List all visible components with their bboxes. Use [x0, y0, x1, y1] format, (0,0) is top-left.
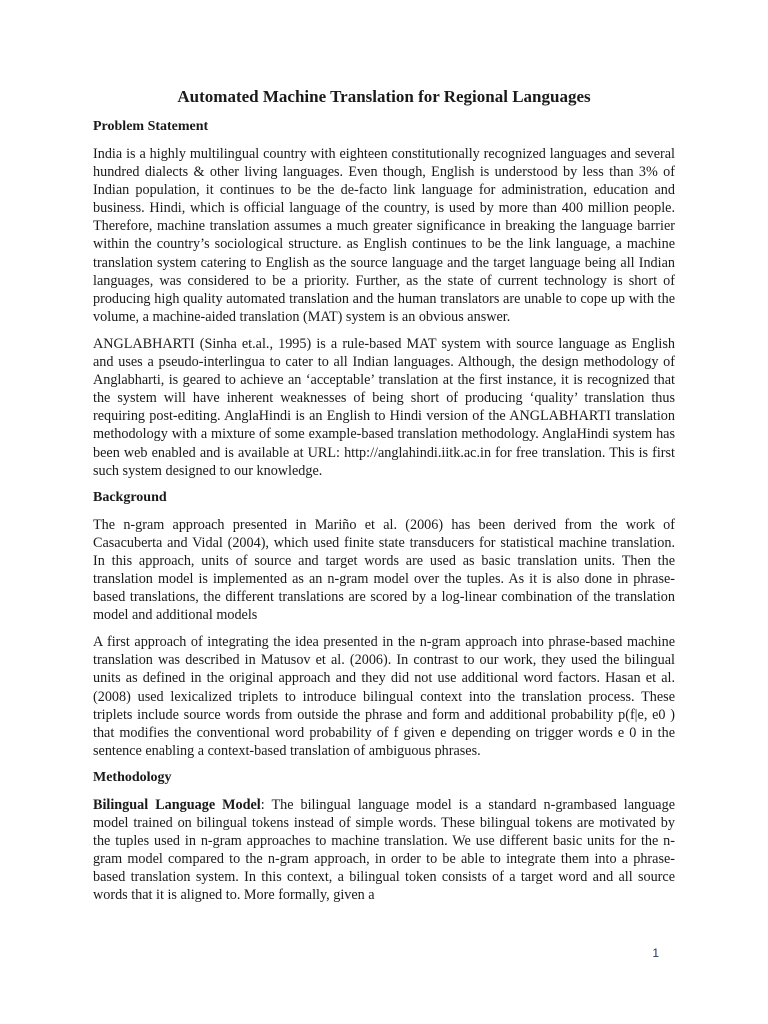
paragraph-methodology-text: : The bilingual language model is a standard n-grambased language model trained on bilingual tokens instead of simple words. These bilingual tokens are motivated by the tuples used in n-gram approaches to machine translation. We use different basic units for the n-gram model compared to the n-gram approach, in order to be able to integrate them into a phrase-based translation system. In this context, a bilingual token consists of a target word and all source words that it is aligned to. More formally, given a: [93, 796, 675, 904]
section-heading-background: Background: [93, 489, 167, 505]
paragraph-problem-statement-2: ANGLABHARTI (Sinha et.al., 1995) is a rule-based MAT system with source language as English and uses a pseudo-interlingua to cater to all Indian languages. Although, the design methodology of Anglabharti, is geared to achieve an ‘acceptable’ translation at the first instance, it is recognized that the system will have inherent weaknesses of being short of producing ‘quality’ translation thus requiring post-editing. AnglaHindi is an English to Hindi version of the ANGLABHARTI translation methodology with a mixture of some example-based translation methodology. AnglaHindi system has been web enabled and is available at URL: http://anglahindi.iitk.ac.in for free translation. This is first such system designed to our knowledge.: [93, 335, 675, 479]
section-heading-methodology: Methodology: [93, 769, 172, 785]
section-heading-problem-statement: Problem Statement: [93, 119, 209, 134]
document-body: [93, 86, 675, 913]
paragraph-background-1: The n-gram approach presented in Mariño et al. (2006) has been derived from the work of Casacuberta and Vidal (2004), which used finite state transducers for statistical machine translation. In this approach, units of source and target words are used as basic translation units. Then the translation model is implemented as an n-gram model over the tuples. As it is also done in phrase-based translations, the different translations are scored by a log-linear combination of the translation model and additional models: [93, 516, 675, 624]
paragraph-background-2: A first approach of integrating the idea presented in the n-gram approach into phrase-based machine translation was described in Matusov et al. (2006). In contrast to our work, they used the bilingual units as defined in the original approach and they did not use additional word factors. Hasan et al. (2008) used lexicalized triplets to introduce bilingual context into the translation process. These triplets include source words from outside the phrase and form and additional probability p(f|e, e0 ) that modifies the conventional word probability of f given e depending on trigger words e 0 in the sentence enabling a context-based translation of ambiguous phrases.: [93, 634, 675, 759]
term-bilingual-language-model: Bilingual Language Model: [93, 796, 261, 813]
document-title: Automated Machine Translation for Regional Languages: [177, 87, 591, 106]
paragraph-methodology-1: [93, 796, 675, 905]
page-number: 1: [652, 946, 659, 960]
paragraph-problem-statement-1: India is a highly multilingual country with eighteen constitutionally recognized languages and several hundred dialects & other living languages. Even though, English is understood by less than 3% of Indian population, it continues to be the de-facto link language for administration, education and business. Hindi, which is official language of the country, is used by more than 400 million people. Therefore, machine translation assumes a much greater significance in breaking the language barrier within the country’s sociological structure. as English continues to be the link language, a machine translation system catering to English as the source language and the target language being all Indian languages, was considered to be a priority. Further, as the state of current technology is short of producing high quality automated translation and the human translators are unable to cope up with the volume, a machine-aided translation (MAT) system is an obvious answer.: [93, 146, 675, 325]
